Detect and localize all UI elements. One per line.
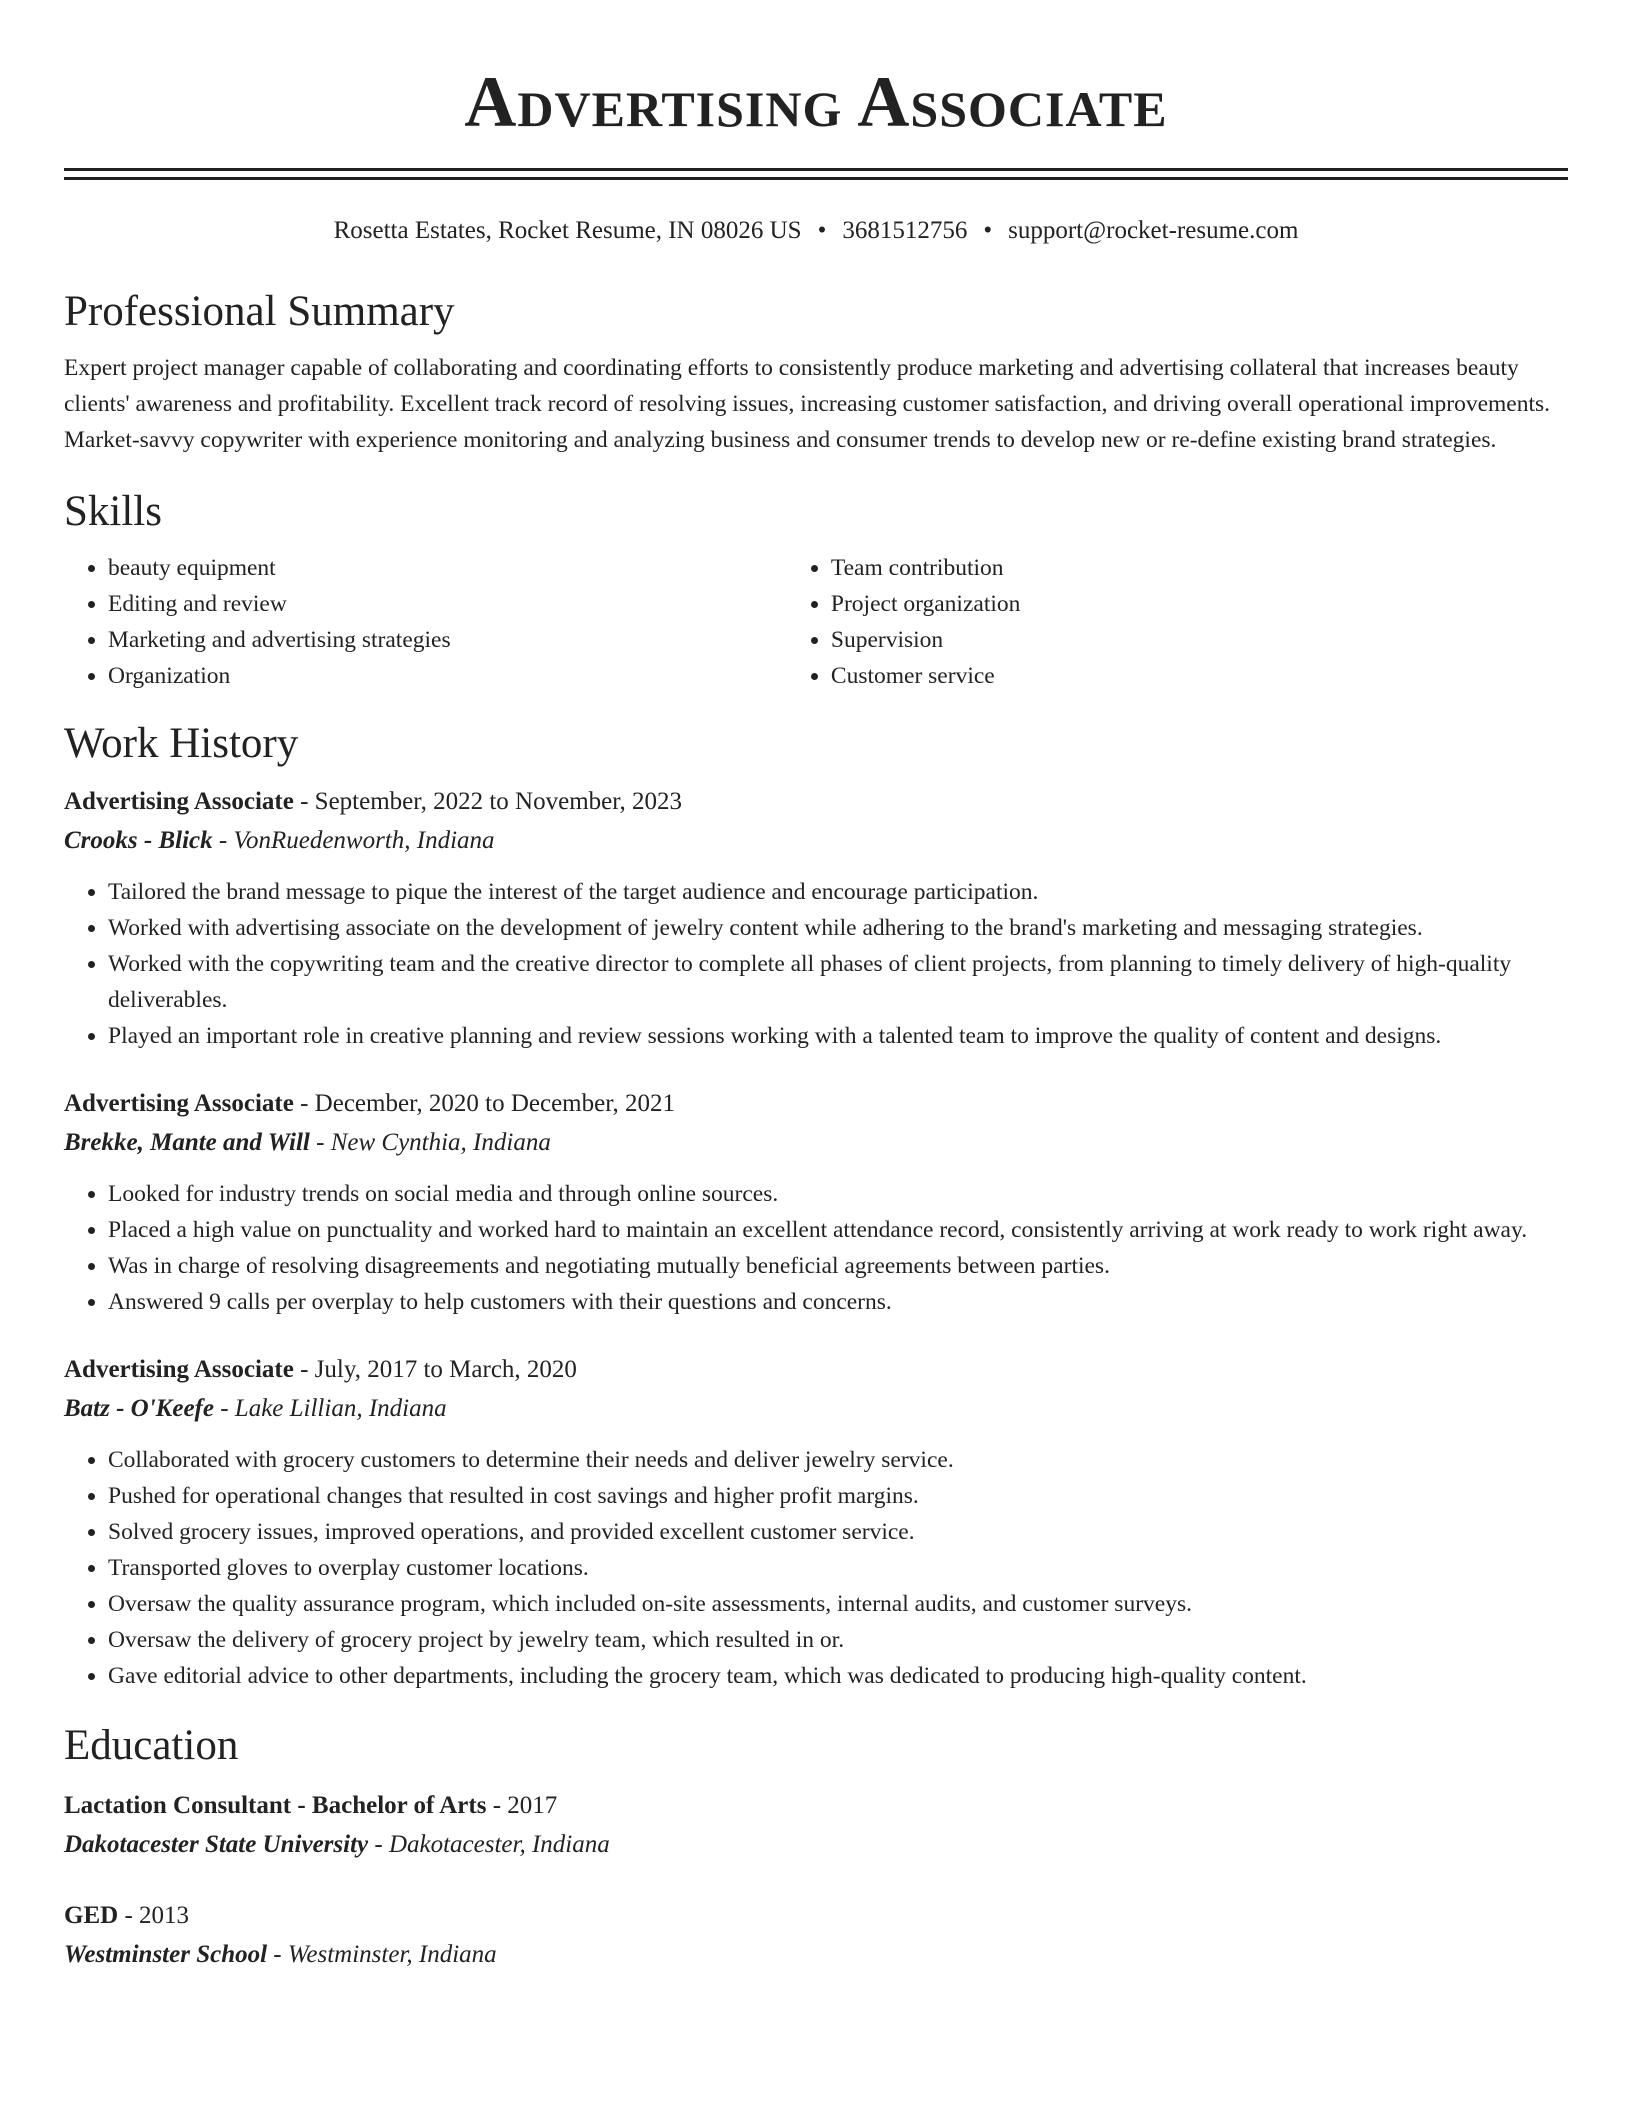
job-bullet: • Solved grocery issues, improved operations, and provided excellent customer service. xyxy=(108,1514,1568,1550)
job-bullet: • Tailored the brand message to pique the interest of the target audience and encourage participation. xyxy=(108,874,1568,910)
job-title: Advertising Associate xyxy=(64,1356,294,1383)
job-title: Advertising Associate xyxy=(64,788,294,815)
job-company-line xyxy=(64,1390,1568,1428)
job-company: Batz - O'Keefe xyxy=(64,1395,214,1422)
education-year: - 2013 xyxy=(118,1902,190,1929)
contact-separator: • xyxy=(983,217,993,244)
title-divider-bottom xyxy=(64,177,1568,180)
skill-item: • Project organization xyxy=(831,586,1568,622)
education-school: Westminster School xyxy=(64,1941,268,1968)
resume-title: Advertising Associate xyxy=(464,62,1168,142)
job-dates: - July, 2017 to March, 2020 xyxy=(293,1356,577,1383)
contact-phone: 3681512756 xyxy=(842,217,968,244)
job-bullet: • Was in charge of resolving disagreements and negotiating mutually beneficial agreements between parties. xyxy=(108,1248,1568,1284)
job-entry xyxy=(64,1350,1568,1694)
job-bullet: • Pushed for operational changes that resulted in cost savings and higher profit margins. xyxy=(108,1478,1568,1514)
job-bullet: • Oversaw the quality assurance program, which included on-site assessments, internal audits, and customer surveys. xyxy=(108,1586,1568,1622)
education-degree-line xyxy=(64,1896,1568,1936)
skills-column-left xyxy=(64,550,787,694)
education-school-line xyxy=(64,1826,1568,1864)
contact-line xyxy=(64,214,1568,248)
job-bullet: • Placed a high value on punctuality and worked hard to maintain an excellent attendance record, consistently arriving at work ready to work right away. xyxy=(108,1212,1568,1248)
summary-text: Expert project manager capable of collaborating and coordinating efforts to consistently produce marketing and advertising collateral that increases beauty clients' awareness and profitability. Excellent track record of resolving issues, increasing customer satisfaction, and driving overall operational improvements. Market-savvy copywriter with experience monitoring and analyzing business and consumer trends to develop new or re-define existing brand strategies. xyxy=(64,355,1551,453)
education-school-line xyxy=(64,1936,1568,1974)
education-school: Dakotacester State University xyxy=(64,1831,369,1858)
job-location: - New Cynthia, Indiana xyxy=(309,1129,551,1156)
job-entry xyxy=(64,1084,1568,1320)
job-bullet: • Transported gloves to overplay customer locations. xyxy=(108,1550,1568,1586)
education-degree-line xyxy=(64,1786,1568,1826)
job-bullet: • Collaborated with grocery customers to determine their needs and deliver jewelry service. xyxy=(108,1442,1568,1478)
job-company-line xyxy=(64,1124,1568,1162)
contact-separator: • xyxy=(817,217,827,244)
skill-item: • Supervision xyxy=(831,622,1568,658)
skills-column-right xyxy=(787,550,1568,694)
skills-heading: Skills xyxy=(64,488,162,535)
education-entry xyxy=(64,1896,1568,1974)
work-history-heading: Work History xyxy=(64,720,299,767)
contact-address: Rosetta Estates, Rocket Resume, IN 08026 US xyxy=(333,217,802,244)
job-title-line xyxy=(64,782,1568,822)
job-location: - VonRuedenworth, Indiana xyxy=(212,827,495,854)
job-bullet: • Oversaw the delivery of grocery project by jewelry team, which resulted in or. xyxy=(108,1622,1568,1658)
job-bullet: • Looked for industry trends on social media and through online sources. xyxy=(108,1176,1568,1212)
skill-item: • Team contribution xyxy=(831,550,1568,586)
job-bullet: • Played an important role in creative planning and review sessions working with a talented team to improve the quality of content and designs. xyxy=(108,1018,1568,1054)
resume-page xyxy=(64,0,1568,1974)
job-bullet: • Answered 9 calls per overplay to help customers with their questions and concerns. xyxy=(108,1284,1568,1320)
title-divider-top xyxy=(64,168,1568,171)
education-degree: GED xyxy=(64,1902,119,1929)
job-bullets xyxy=(64,1442,1568,1694)
job-title-line xyxy=(64,1084,1568,1124)
job-bullets xyxy=(64,1176,1568,1320)
education-heading: Education xyxy=(64,1722,239,1769)
job-bullet: • Worked with advertising associate on the development of jewelry content while adhering to the brand's marketing and messaging strategies. xyxy=(108,910,1568,946)
job-company-line xyxy=(64,822,1568,860)
skill-item: • beauty equipment xyxy=(108,550,787,586)
education-location: - Westminster, Indiana xyxy=(267,1941,497,1968)
job-entry xyxy=(64,782,1568,1054)
job-location: - Lake Lillian, Indiana xyxy=(213,1395,447,1422)
skills-list xyxy=(64,550,1568,694)
job-bullets xyxy=(64,874,1568,1054)
job-bullet: • Gave editorial advice to other departments, including the grocery team, which was dedicated to producing high-quality content. xyxy=(108,1658,1568,1694)
education-year: - 2017 xyxy=(486,1792,558,1819)
education-degree: Lactation Consultant - Bachelor of Arts xyxy=(64,1792,487,1819)
job-title: Advertising Associate xyxy=(64,1090,294,1117)
job-dates: - September, 2022 to November, 2023 xyxy=(293,788,683,815)
job-title-line xyxy=(64,1350,1568,1390)
job-company: Brekke, Mante and Will xyxy=(64,1129,310,1156)
job-bullet: • Worked with the copywriting team and the creative director to complete all phases of client projects, from planning to timely delivery of high-quality deliverables. xyxy=(108,946,1568,1018)
job-company: Crooks - Blick xyxy=(64,827,213,854)
job-dates: - December, 2020 to December, 2021 xyxy=(293,1090,676,1117)
skill-item: • Marketing and advertising strategies xyxy=(108,622,787,658)
skill-item: • Editing and review xyxy=(108,586,787,622)
skill-item: • Customer service xyxy=(831,658,1568,694)
contact-email: support@rocket-resume.com xyxy=(1008,217,1299,244)
skill-item: • Organization xyxy=(108,658,787,694)
education-location: - Dakotacester, Indiana xyxy=(368,1831,610,1858)
summary-heading: Professional Summary xyxy=(64,288,455,335)
education-entry xyxy=(64,1786,1568,1864)
